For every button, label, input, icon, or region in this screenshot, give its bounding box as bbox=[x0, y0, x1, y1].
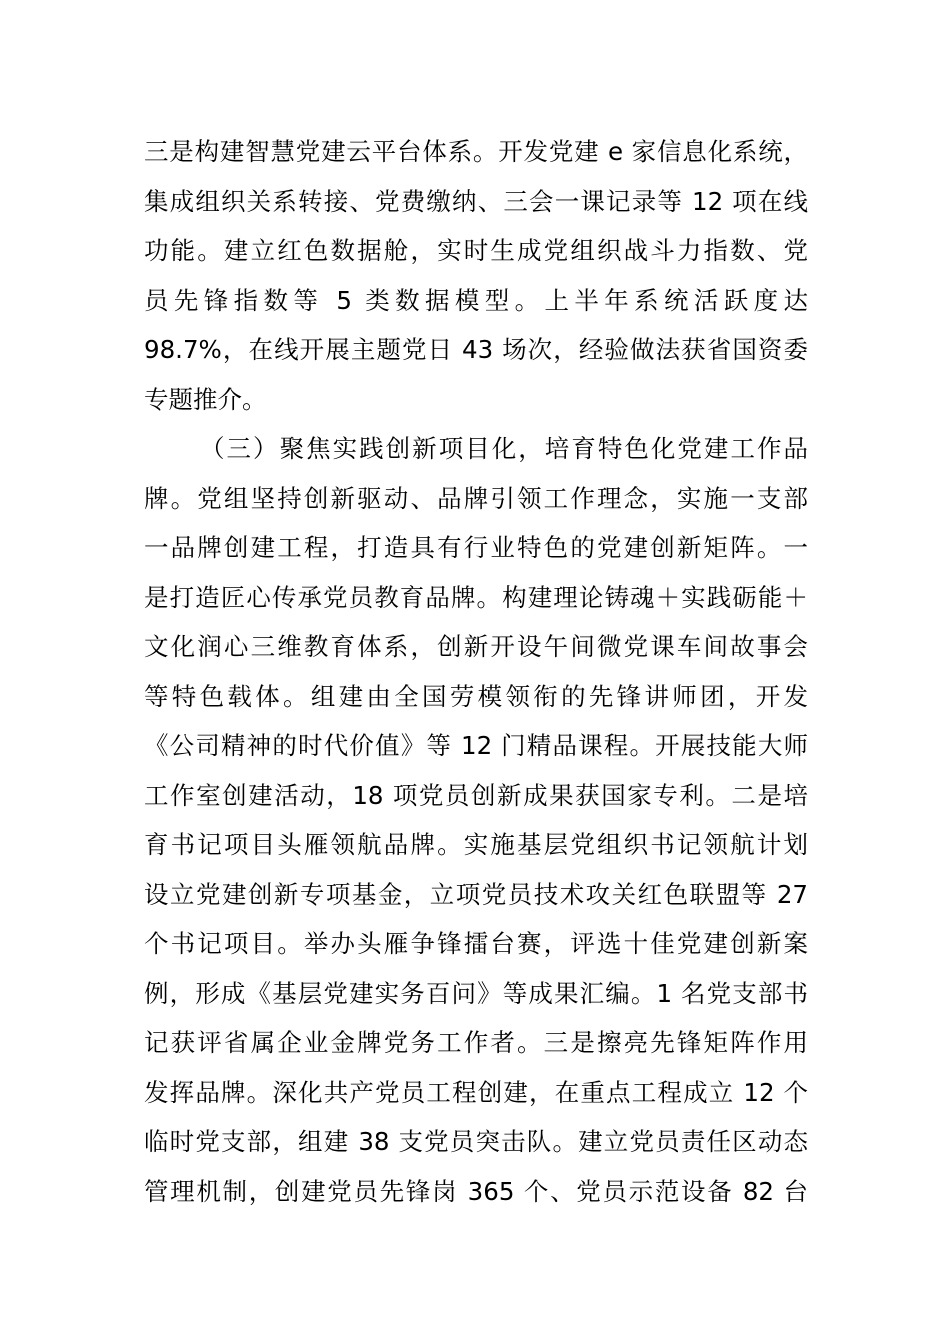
paragraph-1-line-6: 专题推介。 bbox=[144, 384, 267, 414]
paragraph-2-line-11: 个书记项目。举办头雁争锋擂台赛，评选十佳党建创新案 bbox=[144, 929, 808, 958]
paragraph-2-line-2: 牌。党组坚持创新驱动、品牌引领工作理念，实施一支部 bbox=[144, 483, 808, 513]
paragraph-1-line-3: 功能。建立红色数据舱，实时生成党组织战斗力指数、党 bbox=[144, 236, 808, 265]
paragraph-2-line-4: 是打造匠心传承党员教育品牌。构建理论铸魂＋实践砺能＋ bbox=[144, 582, 808, 612]
paragraph-1-line-5: 98.7%，在线开展主题党日 43 场次，经验做法获省国资委 bbox=[144, 335, 808, 364]
paragraph-2-line-13: 记获评省属企业金牌党务工作者。三是擦亮先锋矩阵作用 bbox=[144, 1028, 808, 1057]
paragraph-2-line-14: 发挥品牌。深化共产党员工程创建，在重点工程成立 12 个 bbox=[144, 1077, 808, 1107]
paragraph-2-line-7: 《公司精神的时代价值》等 12 门精品课程。开展技能大师 bbox=[144, 731, 808, 760]
paragraph-2-line-9: 育书记项目头雁领航品牌。实施基层党组织书记领航计划 bbox=[144, 830, 808, 859]
paragraph-1-line-4: 员先锋指数等 5 类数据模型。上半年系统活跃度达 bbox=[144, 285, 808, 315]
paragraph-2-line-10: 设立党建创新专项基金，立项党员技术攻关红色联盟等 27 bbox=[144, 879, 808, 909]
paragraph-2-line-3: 一品牌创建工程，打造具有行业特色的党建创新矩阵。一 bbox=[144, 533, 808, 562]
paragraph-2-line-6: 等特色载体。组建由全国劳模领衔的先锋讲师团，开发 bbox=[144, 681, 808, 711]
paragraph-2-line-5: 文化润心三维教育体系，创新开设午间微党课车间故事会 bbox=[144, 632, 808, 661]
paragraph-2-line-1: （三）聚焦实践创新项目化，培育特色化党建工作品 bbox=[200, 434, 808, 463]
paragraph-2-line-15: 临时党支部，组建 38 支党员突击队。建立党员责任区动态 bbox=[144, 1127, 808, 1156]
paragraph-2-line-8: 工作室创建活动，18 项党员创新成果获国家专利。二是培 bbox=[144, 780, 808, 810]
paragraph-1-line-2: 集成组织关系转接、党费缴纳、三会一课记录等 12 项在线 bbox=[144, 186, 808, 216]
paragraph-1-line-1: 三是构建智慧党建云平台体系。开发党建 e 家信息化系统， bbox=[144, 137, 808, 166]
paragraph-2-line-16: 管理机制，创建党员先锋岗 365 个、党员示范设备 82 台 bbox=[144, 1176, 808, 1206]
paragraph-2-line-12: 例，形成《基层党建实务百问》等成果汇编。1 名党支部书 bbox=[144, 978, 808, 1008]
